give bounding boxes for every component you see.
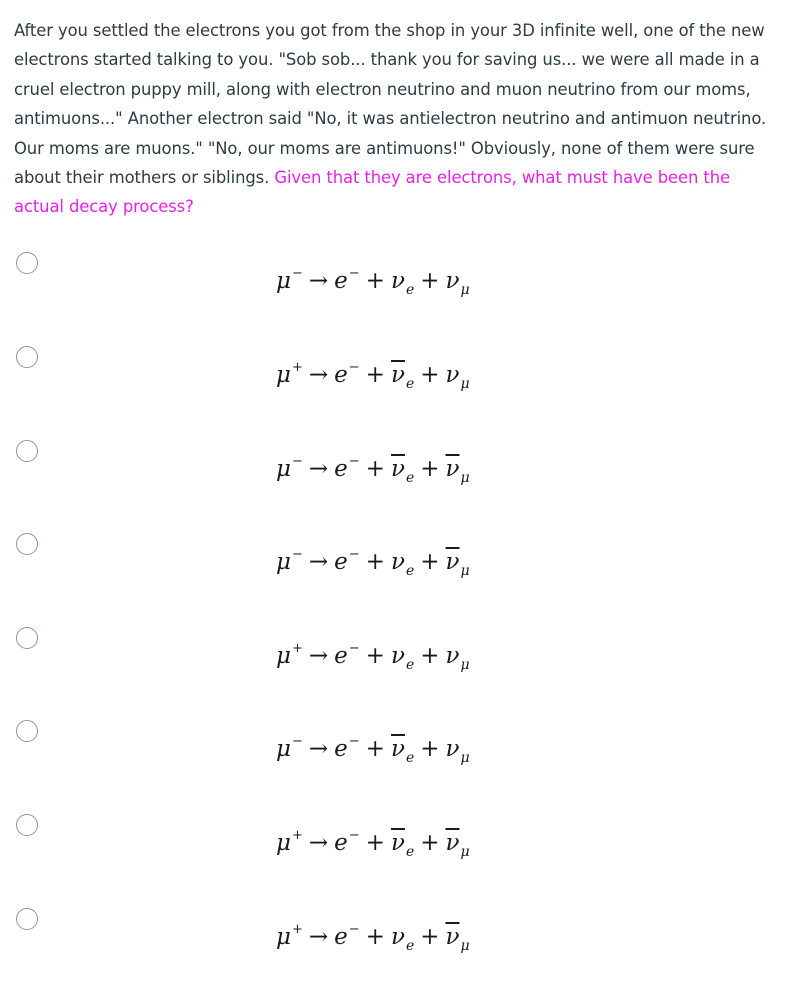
arrow-symbol: → bbox=[308, 830, 329, 856]
decay-equation bbox=[276, 828, 470, 860]
electron-neutrino-symbol: ν bbox=[390, 924, 405, 950]
muon-neutrino-symbol: $\overline{\nu}$ bbox=[445, 549, 460, 575]
plus-symbol: + bbox=[420, 362, 440, 388]
electron-symbol: e bbox=[334, 830, 348, 856]
plus-symbol: + bbox=[420, 830, 440, 856]
electron-neutrino-subscript: e bbox=[405, 563, 415, 579]
electron-neutrino-subscript: e bbox=[405, 938, 415, 954]
electron-symbol: e bbox=[334, 456, 348, 482]
answer-option-5[interactable] bbox=[0, 627, 808, 687]
muon-neutrino-symbol: ν bbox=[445, 268, 460, 294]
electron-neutrino-subscript: e bbox=[405, 470, 415, 486]
electron-neutrino-symbol: $\overline{\nu}$ bbox=[390, 362, 405, 388]
muon-neutrino-symbol: ν bbox=[445, 643, 460, 669]
electron-charge: − bbox=[348, 360, 360, 375]
radio-button[interactable] bbox=[16, 252, 38, 274]
radio-button[interactable] bbox=[16, 346, 38, 368]
muon-charge: + bbox=[291, 922, 303, 937]
electron-neutrino-symbol: $\overline{\nu}$ bbox=[390, 456, 405, 482]
electron-charge: − bbox=[348, 547, 360, 562]
muon-charge: − bbox=[291, 547, 303, 562]
electron-neutrino-symbol: ν bbox=[390, 549, 405, 575]
plus-symbol: + bbox=[365, 643, 385, 669]
decay-equation bbox=[276, 547, 470, 579]
plus-symbol: + bbox=[420, 549, 440, 575]
muon-neutrino-symbol: $\overline{\nu}$ bbox=[445, 456, 460, 482]
muon-neutrino-symbol: $\overline{\nu}$ bbox=[445, 924, 460, 950]
answer-option-1[interactable] bbox=[0, 252, 808, 312]
answer-option-6[interactable] bbox=[0, 720, 808, 780]
muon-charge: − bbox=[291, 266, 303, 281]
decay-equation bbox=[276, 266, 470, 298]
muon-symbol: μ bbox=[276, 924, 291, 950]
electron-neutrino-subscript: e bbox=[405, 376, 415, 392]
muon-neutrino-subscript: μ bbox=[460, 938, 470, 954]
electron-charge: − bbox=[348, 734, 360, 749]
muon-neutrino-subscript: μ bbox=[460, 844, 470, 860]
radio-button[interactable] bbox=[16, 440, 38, 462]
electron-neutrino-symbol: $\overline{\nu}$ bbox=[390, 736, 405, 762]
plus-symbol: + bbox=[365, 830, 385, 856]
plus-symbol: + bbox=[420, 736, 440, 762]
muon-neutrino-subscript: μ bbox=[460, 563, 470, 579]
answer-option-3[interactable] bbox=[0, 440, 808, 500]
muon-charge: + bbox=[291, 641, 303, 656]
muon-neutrino-symbol: ν bbox=[445, 736, 460, 762]
arrow-symbol: → bbox=[308, 456, 329, 482]
decay-equation bbox=[276, 641, 470, 673]
plus-symbol: + bbox=[365, 268, 385, 294]
radio-button[interactable] bbox=[16, 533, 38, 555]
arrow-symbol: → bbox=[308, 549, 329, 575]
muon-neutrino-subscript: μ bbox=[460, 470, 470, 486]
muon-symbol: μ bbox=[276, 362, 291, 388]
plus-symbol: + bbox=[420, 268, 440, 294]
radio-button[interactable] bbox=[16, 627, 38, 649]
electron-neutrino-symbol: ν bbox=[390, 643, 405, 669]
arrow-symbol: → bbox=[308, 924, 329, 950]
plus-symbol: + bbox=[420, 456, 440, 482]
plus-symbol: + bbox=[365, 362, 385, 388]
electron-symbol: e bbox=[334, 924, 348, 950]
muon-neutrino-subscript: μ bbox=[460, 376, 470, 392]
answer-option-2[interactable] bbox=[0, 346, 808, 406]
arrow-symbol: → bbox=[308, 268, 329, 294]
plus-symbol: + bbox=[365, 549, 385, 575]
electron-charge: − bbox=[348, 922, 360, 937]
plus-symbol: + bbox=[365, 736, 385, 762]
question-text bbox=[14, 16, 774, 222]
plus-symbol: + bbox=[365, 456, 385, 482]
electron-symbol: e bbox=[334, 643, 348, 669]
muon-neutrino-subscript: μ bbox=[460, 282, 470, 298]
muon-symbol: μ bbox=[276, 830, 291, 856]
electron-charge: − bbox=[348, 828, 360, 843]
electron-charge: − bbox=[348, 266, 360, 281]
arrow-symbol: → bbox=[308, 362, 329, 388]
muon-neutrino-subscript: μ bbox=[460, 657, 470, 673]
radio-button[interactable] bbox=[16, 720, 38, 742]
muon-neutrino-subscript: μ bbox=[460, 750, 470, 766]
muon-neutrino-symbol: ν bbox=[445, 362, 460, 388]
electron-neutrino-subscript: e bbox=[405, 282, 415, 298]
arrow-symbol: → bbox=[308, 736, 329, 762]
electron-charge: − bbox=[348, 454, 360, 469]
question-body: After you settled the electrons you got from the shop in your 3D infinite well, one of the new electrons started talking to you. "Sob sob... thank you for saving us... we were all made in a cruel electron puppy mill, along with electron neutrino and muon neutrino from our moms, antimuons..." Another electron said "No, it was antielectron neutrino and antimuon neutrino. Our moms are muons." "No, our moms are antimuons!" Obviously, none of them were sure about their mothers or siblings. bbox=[14, 21, 767, 188]
electron-neutrino-subscript: e bbox=[405, 844, 415, 860]
plus-symbol: + bbox=[365, 924, 385, 950]
electron-symbol: e bbox=[334, 549, 348, 575]
muon-charge: − bbox=[291, 734, 303, 749]
decay-equation bbox=[276, 922, 470, 954]
muon-charge: + bbox=[291, 360, 303, 375]
decay-equation bbox=[276, 454, 470, 486]
answer-option-7[interactable] bbox=[0, 814, 808, 874]
electron-symbol: e bbox=[334, 362, 348, 388]
muon-symbol: μ bbox=[276, 736, 291, 762]
decay-equation bbox=[276, 734, 470, 766]
muon-charge: + bbox=[291, 828, 303, 843]
plus-symbol: + bbox=[420, 924, 440, 950]
muon-symbol: μ bbox=[276, 456, 291, 482]
muon-symbol: μ bbox=[276, 549, 291, 575]
arrow-symbol: → bbox=[308, 643, 329, 669]
muon-symbol: μ bbox=[276, 643, 291, 669]
answer-option-8[interactable] bbox=[0, 908, 808, 968]
electron-symbol: e bbox=[334, 268, 348, 294]
muon-neutrino-symbol: $\overline{\nu}$ bbox=[445, 830, 460, 856]
electron-neutrino-subscript: e bbox=[405, 750, 415, 766]
radio-button[interactable] bbox=[16, 814, 38, 836]
electron-symbol: e bbox=[334, 736, 348, 762]
muon-symbol: μ bbox=[276, 268, 291, 294]
electron-neutrino-symbol: $\overline{\nu}$ bbox=[390, 830, 405, 856]
plus-symbol: + bbox=[420, 643, 440, 669]
electron-neutrino-subscript: e bbox=[405, 657, 415, 673]
radio-button[interactable] bbox=[16, 908, 38, 930]
decay-equation bbox=[276, 360, 470, 392]
electron-charge: − bbox=[348, 641, 360, 656]
question-prompt: Given that they are electrons, what must have been the actual decay process? bbox=[14, 168, 731, 217]
muon-charge: − bbox=[291, 454, 303, 469]
answer-option-4[interactable] bbox=[0, 533, 808, 593]
electron-neutrino-symbol: ν bbox=[390, 268, 405, 294]
